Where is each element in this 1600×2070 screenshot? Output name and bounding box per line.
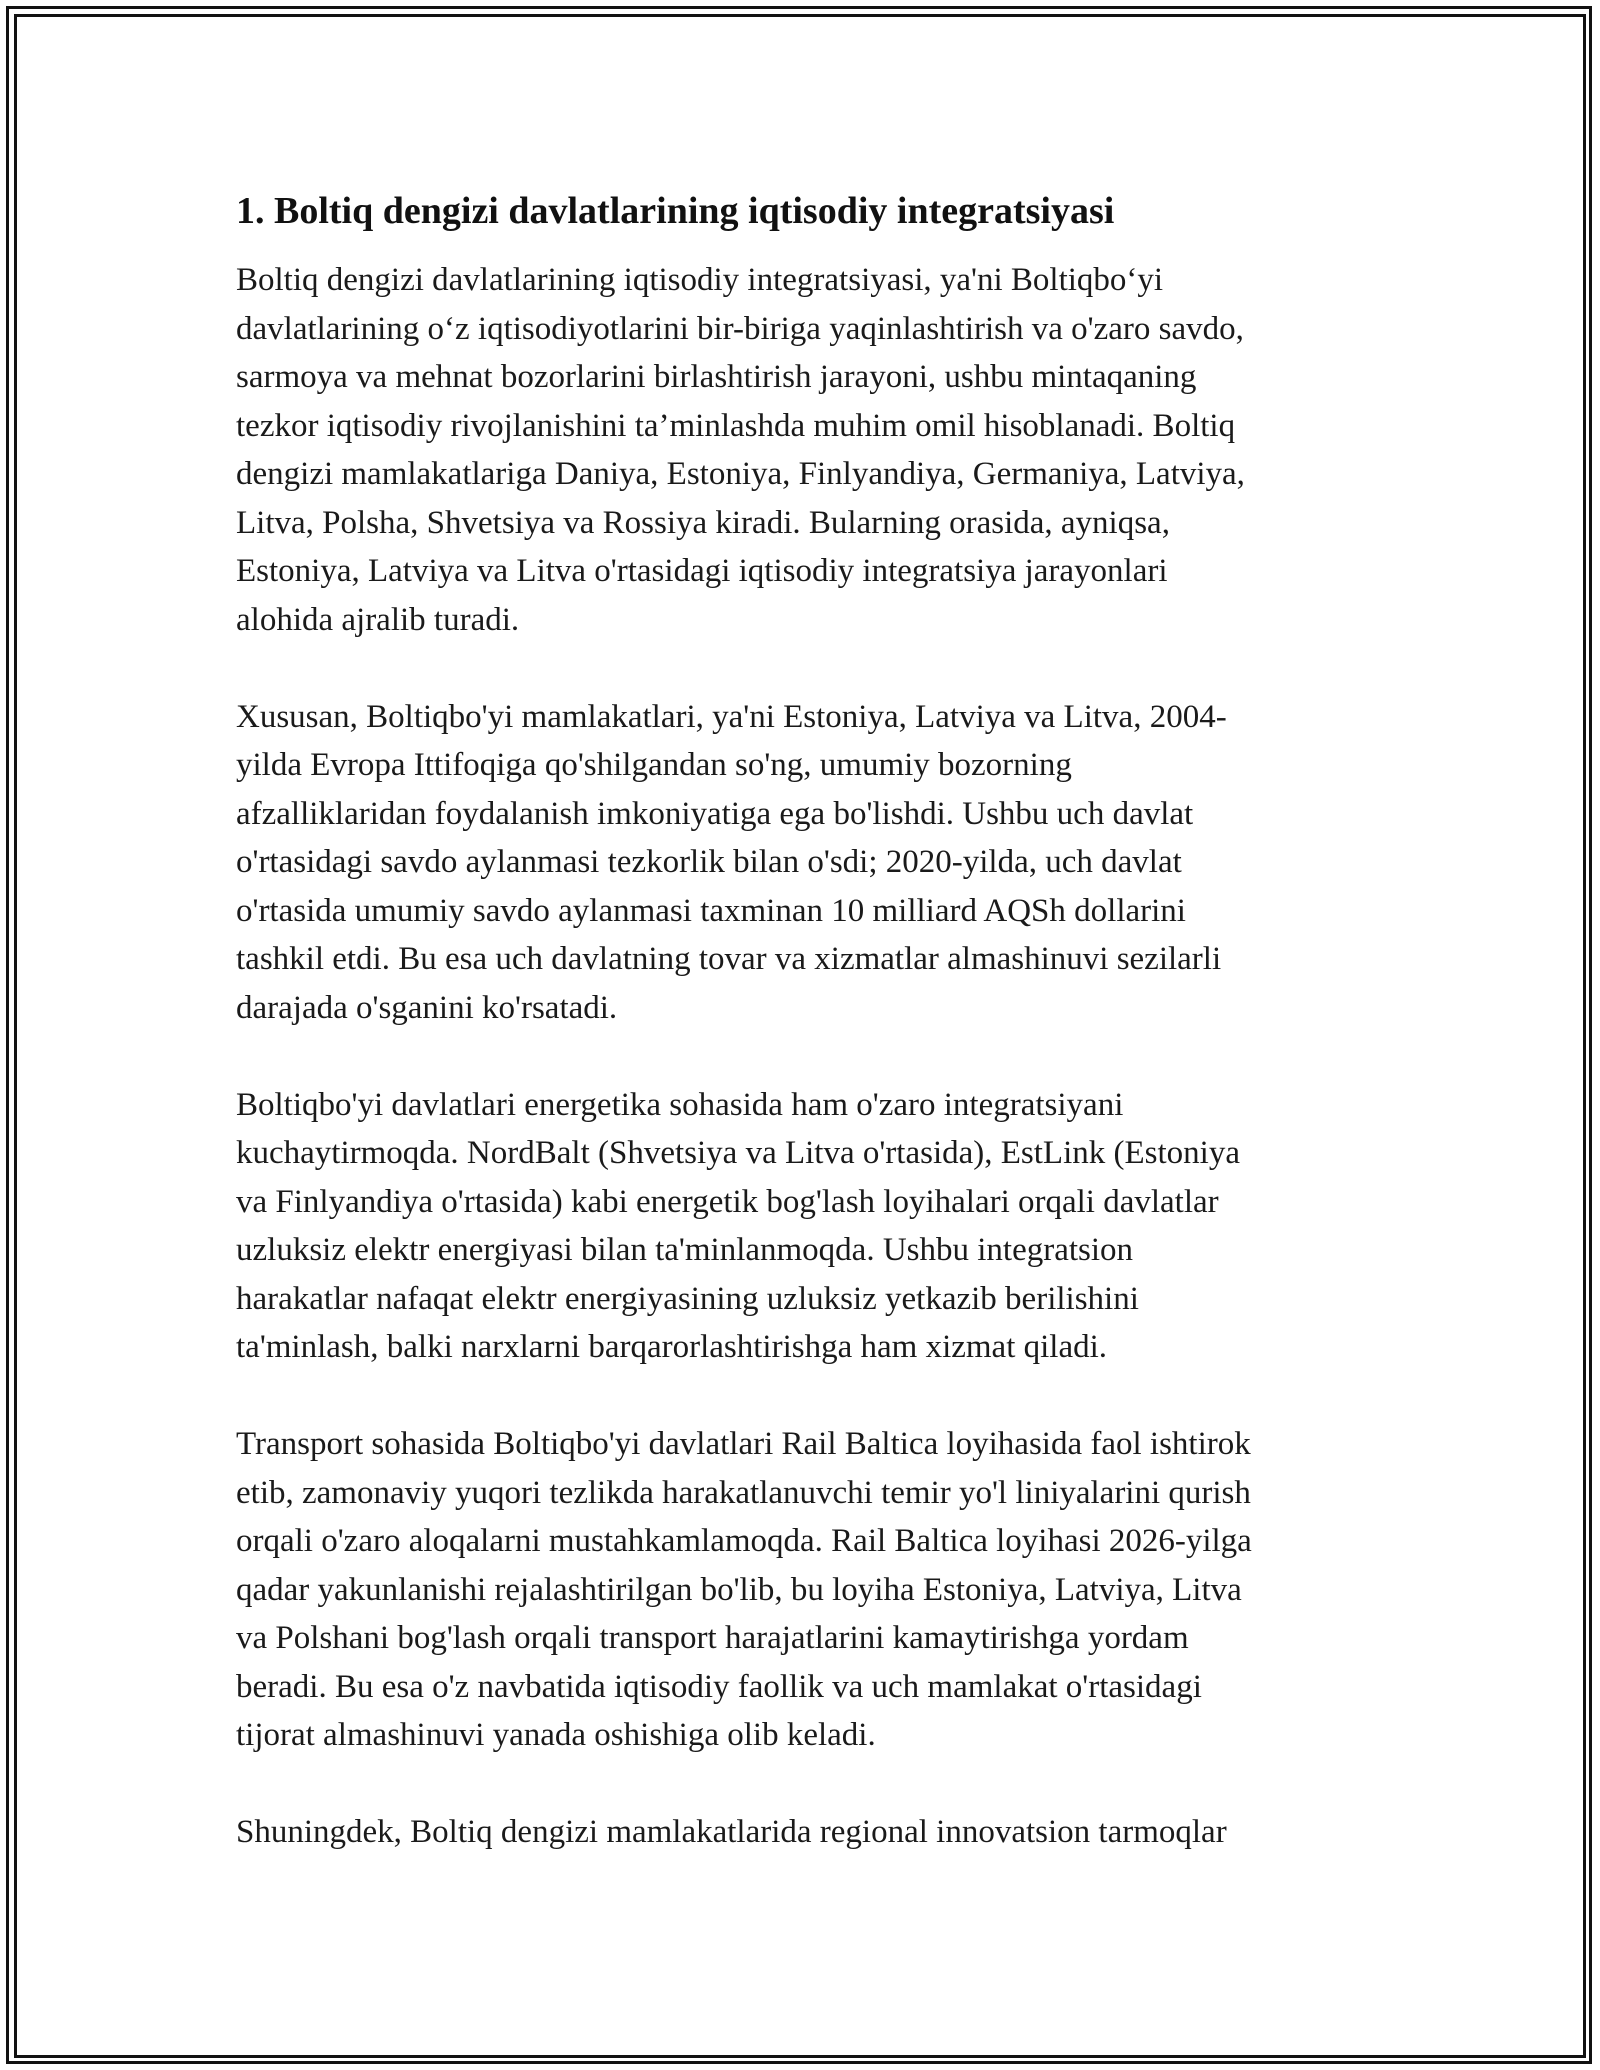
paragraph-line: Shuningdek, Boltiq dengizi mamlakatlarida regional innovatsion tarmoqlar — [236, 1814, 1227, 1850]
paragraph — [236, 1081, 1366, 1372]
paragraph-line: sarmoya va mehnat bozorlarini birlashtirish jarayoni, ushbu mintaqaning — [236, 359, 1197, 395]
paragraph-line: Boltiqbo'yi davlatlari energetika sohasida ham o'zaro integratsiyani — [236, 1086, 1124, 1123]
paragraph-line: kuchaytirmoqda. NordBalt (Shvetsiya va Litva o'rtasida), EstLink (Estoniya — [236, 1135, 1240, 1171]
document-body — [236, 256, 1366, 1857]
paragraph — [236, 1808, 1366, 1857]
paragraph-line: o'rtasida umumiy savdo aylanmasi taxminan 10 milliard AQSh dollarini — [236, 892, 1186, 929]
paragraph-line: etib, zamonaviy yuqori tezlikda harakatlanuvchi temir yo'l liniyalarini qurish — [236, 1474, 1251, 1511]
document-page — [236, 188, 1366, 1905]
paragraph-line: Litva, Polsha, Shvetsiya va Rossiya kiradi. Bularning orasida, ayniqsa, — [236, 504, 1170, 541]
paragraph-line: ta'minlash, balki narxlarni barqarorlashtirishga ham xizmat qiladi. — [236, 1329, 1108, 1365]
paragraph-line: dengizi mamlakatlariga Daniya, Estoniya, Finlyandiya, Germaniya, Latviya, — [236, 456, 1245, 492]
paragraph-line: o'rtasidagi savdo aylanmasi tezkorlik bilan o'sdi; 2020-yilda, uch davlat — [236, 844, 1182, 880]
paragraph-line: tezkor iqtisodiy rivojlanishini ta’minlashda muhim omil hisoblanadi. Boltiq — [236, 407, 1236, 444]
paragraph — [236, 256, 1366, 644]
paragraph-line: alohida ajralib turadi. — [236, 601, 520, 638]
paragraph-line: orqali o'zaro aloqalarni mustahkamlamoqda. Rail Baltica loyihasi 2026-yilga — [236, 1523, 1252, 1559]
section-title: 1. Boltiq dengizi davlatlarining iqtisodiy integratsiyasi — [236, 190, 1115, 232]
paragraph-line: tashkil etdi. Bu esa uch davlatning tovar va xizmatlar almashinuvi sezilarli — [236, 941, 1222, 977]
paragraph — [236, 1420, 1366, 1760]
paragraph-line: davlatlarining o‘z iqtisodiyotlarini bir-biriga yaqinlashtirish va o'zaro savdo, — [236, 310, 1244, 347]
paragraph-line: va Polshani bog'lash orqali transport harajatlarini kamaytirishga yordam — [236, 1620, 1189, 1656]
paragraph-line: Boltiq dengizi davlatlarining iqtisodiy integratsiyasi, ya'ni Boltiqbo‘yi — [236, 262, 1164, 298]
paragraph-line: Estoniya, Latviya va Litva o'rtasidagi iqtisodiy integratsiya jarayonlari — [236, 553, 1168, 589]
paragraph-line: Xususan, Boltiqbo'yi mamlakatlari, ya'ni Estoniya, Latviya va Litva, 2004- — [236, 698, 1227, 735]
paragraph-line: tijorat almashinuvi yanada oshishiga olib keladi. — [236, 1717, 876, 1753]
paragraph-line: afzalliklaridan foydalanish imkoniyatiga ega bo'lishdi. Ushbu uch davlat — [236, 795, 1194, 832]
paragraph-line: beradi. Bu esa o'z navbatida iqtisodiy faollik va uch mamlakat o'rtasidagi — [236, 1668, 1202, 1705]
paragraph-line: uzluksiz elektr energiyasi bilan ta'minlanmoqda. Ushbu integratsion — [236, 1232, 1134, 1268]
paragraph-line: qadar yakunlanishi rejalashtirilgan bo'lib, bu loyiha Estoniya, Latviya, Litva — [236, 1571, 1242, 1608]
paragraph-line: harakatlar nafaqat elektr energiyasining uzluksiz yetkazib berilishini — [236, 1280, 1139, 1317]
paragraph-line: darajada o'sganini ko'rsatadi. — [236, 989, 618, 1026]
paragraph-line: yilda Evropa Ittifoqiga qo'shilgandan so'ng, umumiy bozorning — [236, 747, 1072, 783]
paragraph — [236, 693, 1366, 1033]
paragraph-line: va Finlyandiya o'rtasida) kabi energetik bog'lash loyihalari orqali davlatlar — [236, 1183, 1219, 1220]
paragraph-line: Transport sohasida Boltiqbo'yi davlatlari Rail Baltica loyihasida faol ishtirok — [236, 1426, 1251, 1462]
